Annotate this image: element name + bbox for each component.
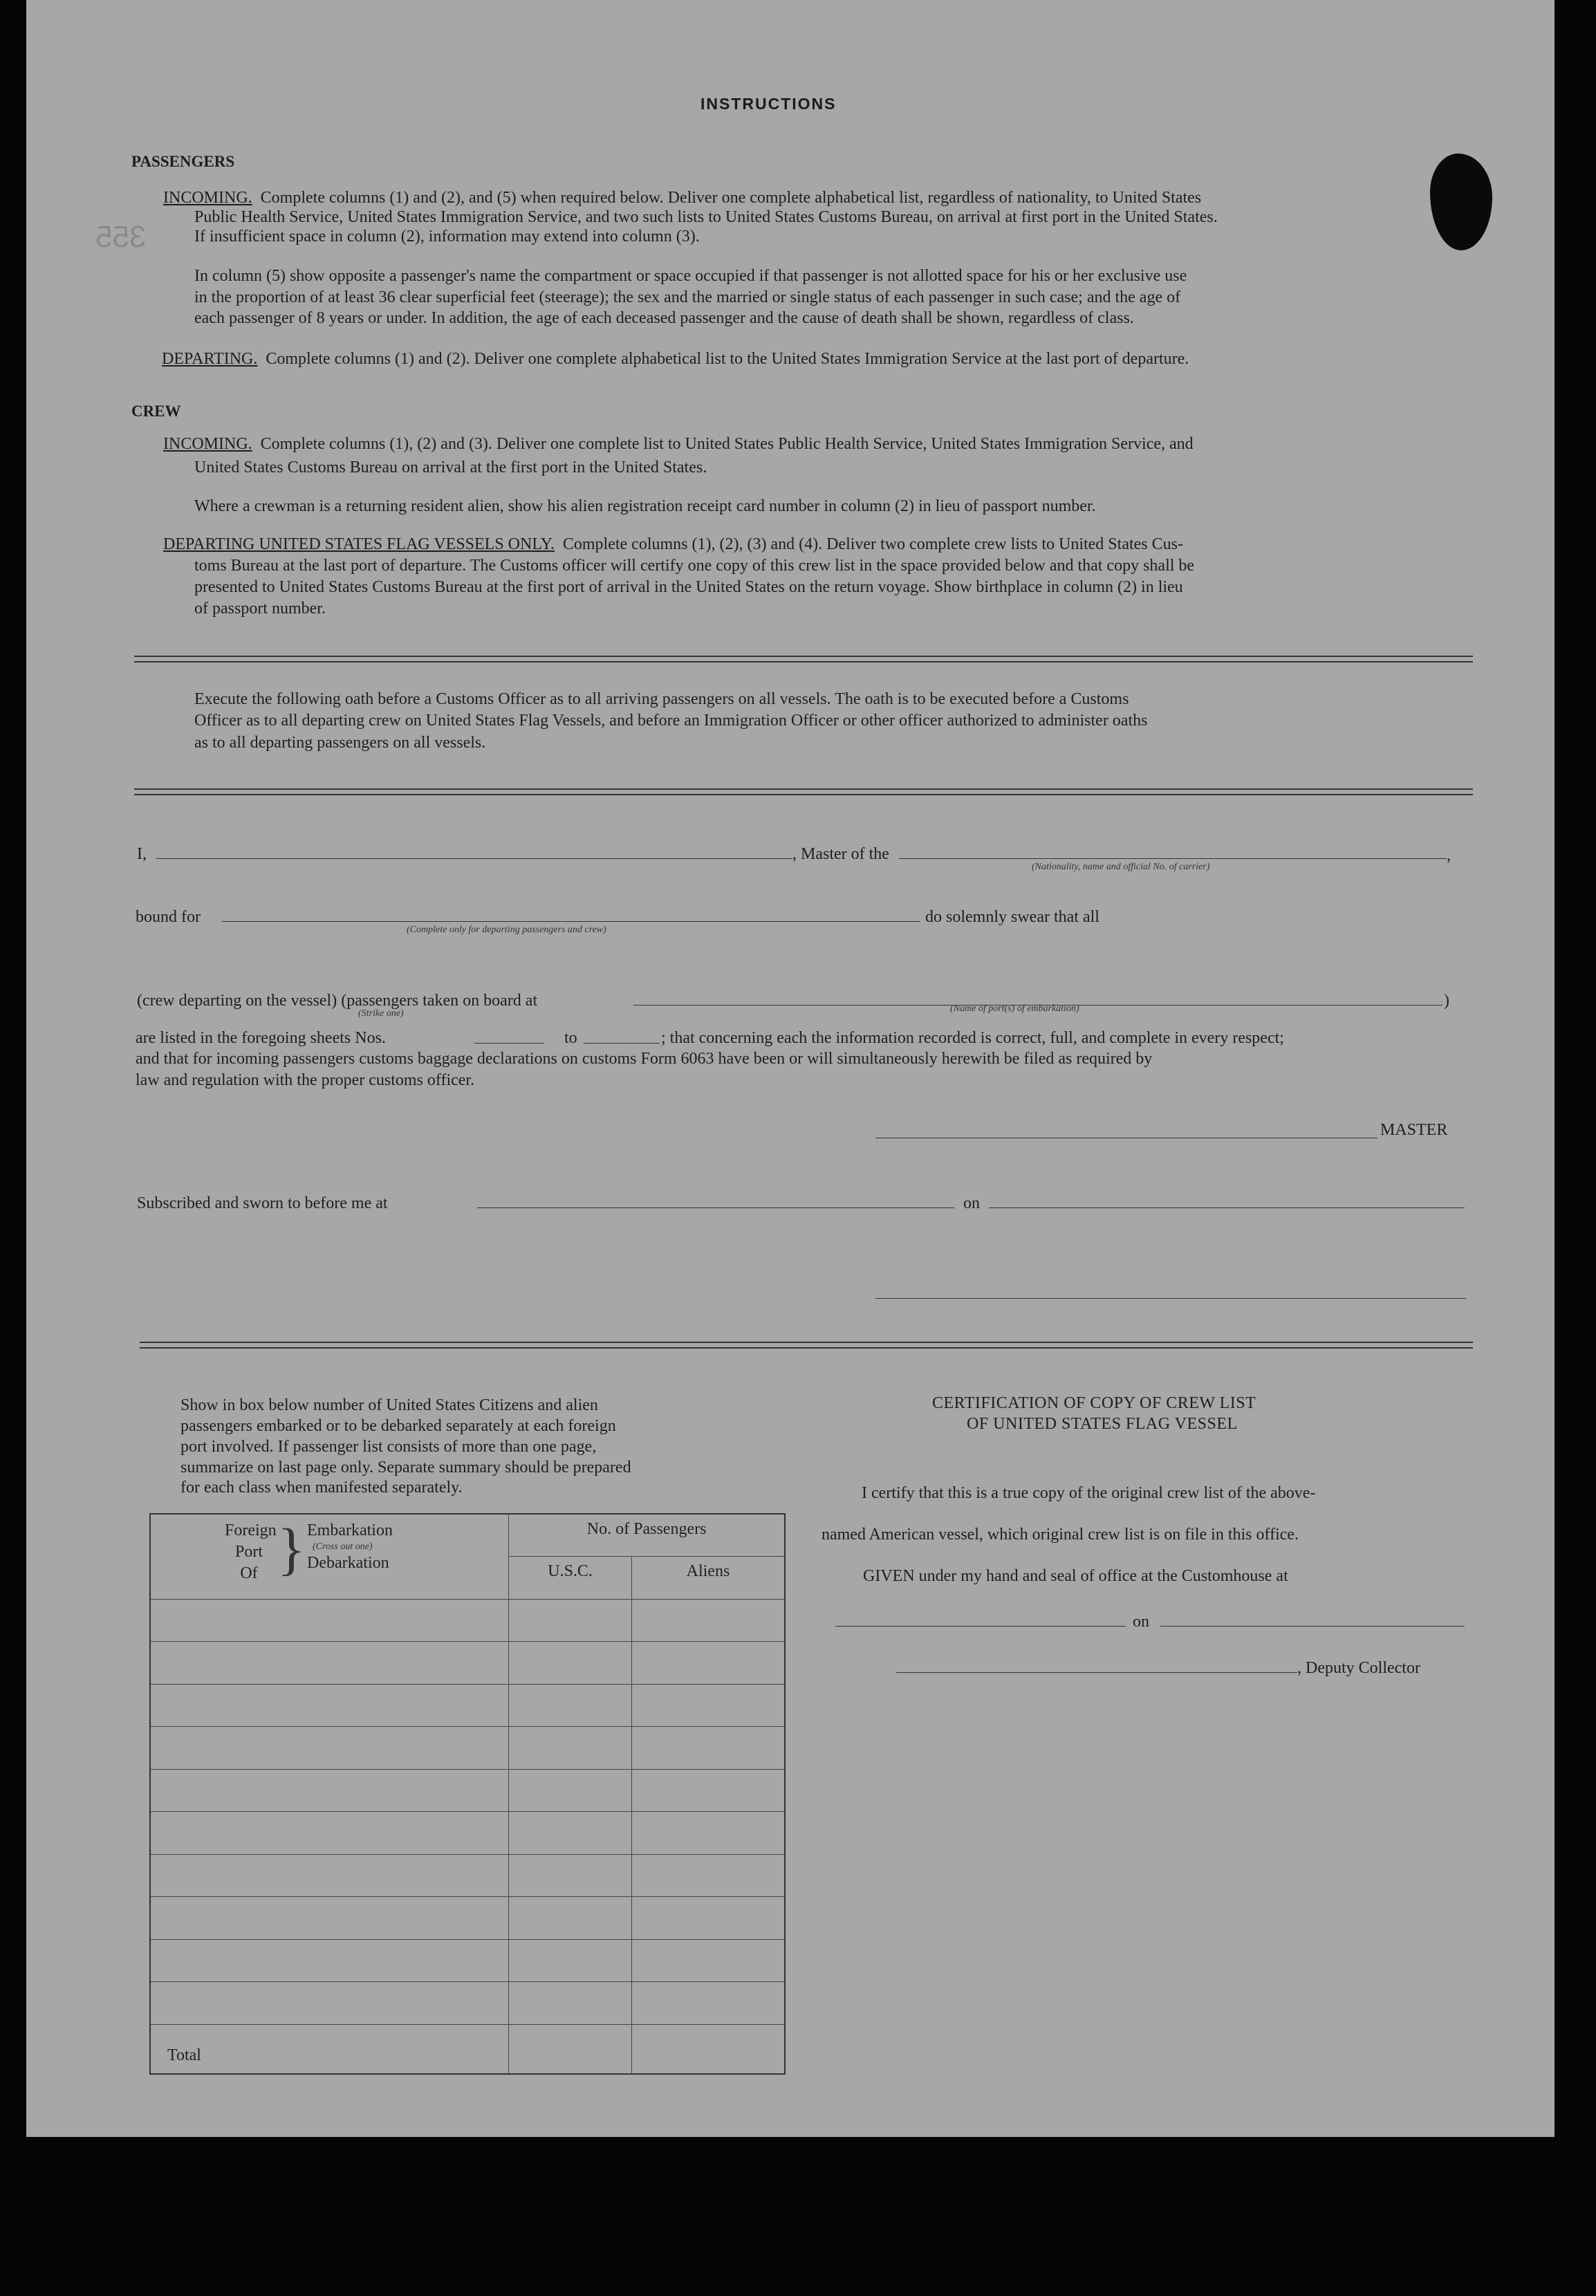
table-header-row bbox=[150, 1514, 785, 1557]
sworn-place-field[interactable] bbox=[477, 1207, 954, 1208]
certification-text-1: I certify that this is a true copy of the original crew list of the above- bbox=[862, 1484, 1316, 1502]
nationality-caption: (Nationality, name and official No. of carrier) bbox=[1032, 862, 1210, 872]
port-header-cell bbox=[150, 1514, 509, 1599]
oath-listed-sheets-label: are listed in the foregoing sheets Nos. bbox=[136, 1029, 386, 1047]
passengers-departing-label: DEPARTING. bbox=[162, 350, 258, 368]
sworn-date-field[interactable] bbox=[989, 1207, 1465, 1208]
summary-instruction-2: passengers embarked or to be debarked separately at each foreign bbox=[180, 1417, 616, 1435]
passengers-title: PASSENGERS bbox=[131, 153, 235, 170]
passengers-incoming-text-1: Complete columns (1) and (2), and (5) when required below. Deliver one complete alphabetical list, regardless of nationality, to United States bbox=[260, 189, 1202, 207]
sheets-from-field[interactable] bbox=[474, 1043, 544, 1044]
crew-incoming-text-2: United States Customs Bureau on arrival at the first port in the United States. bbox=[194, 459, 707, 476]
oath-swear-label: do solemnly swear that all bbox=[925, 908, 1099, 926]
oath-master-of-label: , Master of the bbox=[792, 845, 889, 863]
header-port: Port bbox=[234, 1543, 263, 1561]
section-divider bbox=[140, 1342, 1473, 1349]
passengers-incoming-text-2: Public Health Service, United States Immigration Service, and two such lists to United States Customs Bureau, on arrival at first port in the United States. bbox=[194, 208, 1218, 226]
passengers-incoming-text-3: If insufficient space in column (2), information may extend into column (3). bbox=[194, 228, 700, 246]
oath-bound-for-label: bound for bbox=[136, 908, 201, 926]
subscribed-on-label: on bbox=[963, 1194, 980, 1212]
crew-departing-label: DEPARTING UNITED STATES FLAG VESSELS ONLY. bbox=[163, 535, 555, 553]
table-row[interactable] bbox=[150, 1897, 785, 1940]
crew-incoming-text-1: Complete columns (1), (2) and (3). Deliver one complete list to United States Public Health Service, United States Immigration Service, and bbox=[260, 435, 1194, 453]
aliens-header: Aliens bbox=[631, 1557, 785, 1600]
crew-title: CREW bbox=[131, 402, 181, 420]
section-divider bbox=[134, 656, 1473, 663]
document-page bbox=[26, 0, 1555, 2137]
header-embarkation: Embarkation bbox=[307, 1521, 393, 1539]
certification-title-2: OF UNITED STATES FLAG VESSEL bbox=[967, 1415, 1238, 1433]
brace-icon: } bbox=[277, 1517, 306, 1582]
page-heading: INSTRUCTIONS bbox=[700, 95, 837, 113]
passengers-departing-text: Complete columns (1) and (2). Deliver one complete alphabetical list to the United States Immigration Service at the last port of departure. bbox=[266, 350, 1189, 368]
total-row[interactable] bbox=[150, 2024, 785, 2074]
oath-listed-to-label: to bbox=[564, 1029, 577, 1047]
certification-text-3: GIVEN under my hand and seal of office at the Customhouse at bbox=[863, 1567, 1288, 1585]
header-debarkation: Debarkation bbox=[307, 1554, 389, 1572]
section-divider bbox=[134, 788, 1473, 795]
oath-i-label: I, bbox=[137, 845, 147, 863]
table-row[interactable] bbox=[150, 1982, 785, 2025]
header-foreign: Foreign bbox=[225, 1521, 277, 1539]
oath-crew-departing-label: (crew departing on the vessel) (passengers taken on board at bbox=[137, 992, 538, 1010]
crew-departing-text-3: presented to United States Customs Bureau at the first port of arrival in the United States on the return voyage. Show birthplace in column (2) in lieu bbox=[194, 578, 1183, 596]
summary-instruction-3: port involved. If passenger list consists of more than one page, bbox=[180, 1438, 597, 1456]
passengers-departing bbox=[162, 347, 1189, 371]
oath-instruction-3: as to all departing passengers on all vessels. bbox=[194, 734, 486, 752]
table-row[interactable] bbox=[150, 1769, 785, 1812]
passenger-summary-table bbox=[149, 1513, 786, 2075]
summary-instruction-5: for each class when manifested separately. bbox=[180, 1479, 463, 1497]
table-row[interactable] bbox=[150, 1812, 785, 1855]
summary-instruction-4: summarize on last page only. Separate summary should be prepared bbox=[180, 1459, 631, 1476]
strike-caption: (Strike one) bbox=[358, 1008, 404, 1019]
table-row[interactable] bbox=[150, 1599, 785, 1642]
crew-departing bbox=[163, 533, 1183, 556]
officer-signature-field[interactable] bbox=[875, 1298, 1466, 1299]
usc-header: U.S.C. bbox=[509, 1557, 632, 1600]
subscribed-label: Subscribed and sworn to before me at bbox=[137, 1194, 388, 1212]
passengers-column5-text-3: each passenger of 8 years or under. In addition, the age of each deceased passenger and the cause of death shall be shown, regardless of class. bbox=[194, 309, 1134, 327]
deputy-collector-label: , Deputy Collector bbox=[1297, 1659, 1420, 1677]
customhouse-field[interactable] bbox=[835, 1626, 1126, 1627]
passengers-incoming-label: INCOMING. bbox=[163, 189, 252, 207]
crew-departing-text-4: of passport number. bbox=[194, 600, 326, 618]
sheets-to-field[interactable] bbox=[584, 1043, 660, 1044]
summary-instruction-1: Show in box below number of United States Citizens and alien bbox=[180, 1396, 598, 1414]
certification-text-2: named American vessel, which original crew list is on file in this office. bbox=[822, 1526, 1299, 1544]
certification-title-1: CERTIFICATION OF COPY OF CREW LIST bbox=[932, 1394, 1256, 1412]
oath-instruction-2: Officer as to all departing crew on United States Flag Vessels, and before an Immigration Officer or other officer authorized to administer oaths bbox=[194, 712, 1148, 730]
crew-incoming bbox=[163, 432, 1194, 456]
table-row[interactable] bbox=[150, 1684, 785, 1727]
passengers-column5-text-2: in the proportion of at least 36 clear superficial feet (steerage); the sex and the married or single status of each passenger in such case; and the age of bbox=[194, 288, 1181, 306]
passengers-column5-text-1: In column (5) show opposite a passenger's name the compartment or space occupied if that passenger is not allotted space for his or her exclusive use bbox=[194, 267, 1187, 285]
oath-instruction-1: Execute the following oath before a Customs Officer as to all arriving passengers on all vessels. The oath is to be executed before a Customs bbox=[194, 690, 1129, 708]
table-row[interactable] bbox=[150, 1727, 785, 1770]
crew-departing-text-1: Complete columns (1), (2), (3) and (4). Deliver two complete crew lists to United States Cus- bbox=[562, 535, 1183, 553]
bleed-through-number: 355 bbox=[95, 220, 147, 254]
carrier-field[interactable] bbox=[899, 858, 1447, 859]
table-row[interactable] bbox=[150, 1642, 785, 1685]
no-passengers-header: No. of Passengers bbox=[509, 1514, 785, 1557]
oath-listed-text-1b: ; that concerning each the information recorded is correct, full, and complete in every respect; bbox=[661, 1029, 1284, 1047]
oath-close-paren: ) bbox=[1444, 992, 1449, 1010]
port-caption: (Name of port(s) of embarkation) bbox=[950, 1003, 1079, 1014]
master-name-field[interactable] bbox=[156, 858, 792, 859]
certification-on-label: on bbox=[1133, 1613, 1149, 1631]
crew-resident-text: Where a crewman is a returning resident alien, show his alien registration receipt card number in column (2) in lieu of passport number. bbox=[194, 497, 1096, 515]
crew-departing-text-2: toms Bureau at the last port of departure. The Customs officer will certify one copy of this crew list in the space provided below and that copy shall be bbox=[194, 557, 1195, 575]
deputy-signature-field[interactable] bbox=[896, 1672, 1297, 1673]
master-label: MASTER bbox=[1380, 1121, 1448, 1139]
header-cross-out: (Cross out one) bbox=[313, 1542, 373, 1552]
oath-listed-text-1 bbox=[136, 1026, 386, 1050]
header-of: Of bbox=[240, 1564, 258, 1582]
complete-caption: (Complete only for departing passengers and crew) bbox=[407, 925, 606, 935]
bound-for-field[interactable] bbox=[222, 921, 920, 922]
certification-date-field[interactable] bbox=[1160, 1626, 1465, 1627]
oath-comma: , bbox=[1447, 846, 1451, 864]
total-label: Total bbox=[150, 2024, 509, 2074]
table-row[interactable] bbox=[150, 1939, 785, 1982]
table-row[interactable] bbox=[150, 1854, 785, 1897]
crew-incoming-label: INCOMING. bbox=[163, 435, 252, 453]
oath-listed-text-3: law and regulation with the proper customs officer. bbox=[136, 1071, 475, 1089]
oath-listed-text-2: and that for incoming passengers customs baggage declarations on customs Form 6063 have been or will simultaneously herewith be filed as required by bbox=[136, 1050, 1153, 1068]
